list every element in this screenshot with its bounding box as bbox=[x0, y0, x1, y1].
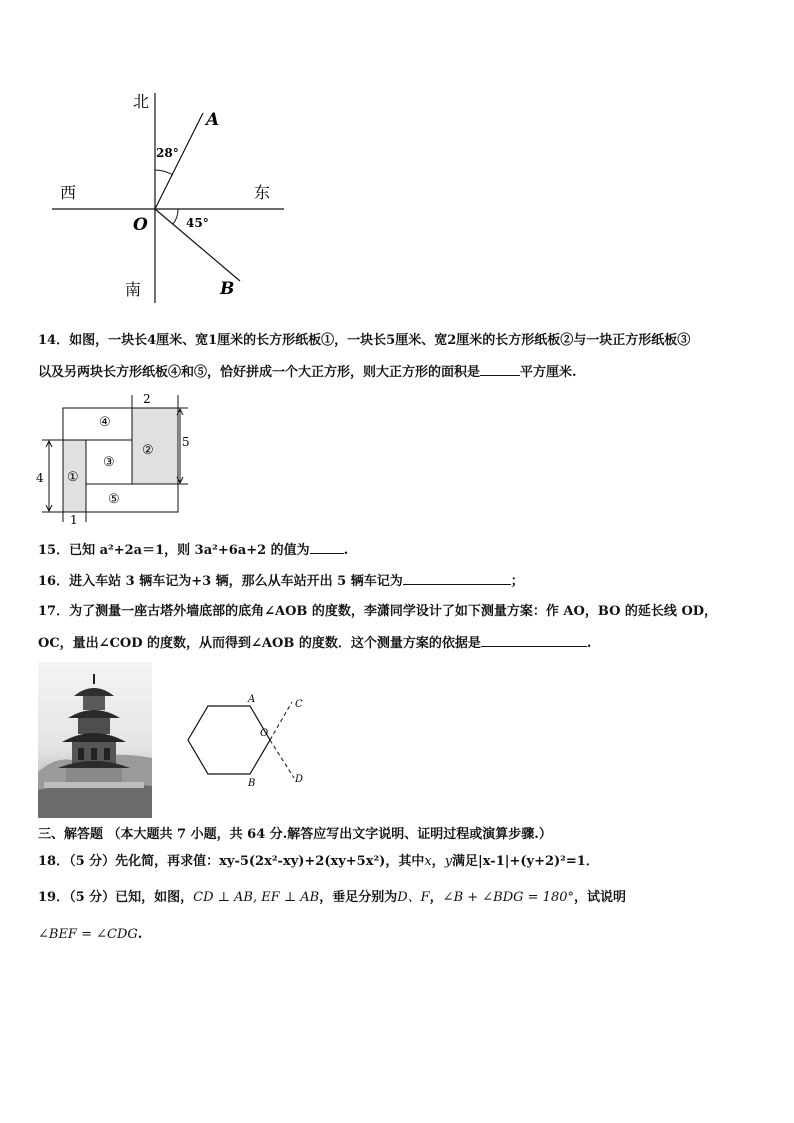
board-figure bbox=[30, 390, 200, 528]
q19-end: . bbox=[137, 927, 143, 942]
dim-bottom-label: 1 bbox=[70, 513, 78, 527]
label-board-2: ② bbox=[142, 443, 154, 458]
pagoda-photo bbox=[38, 662, 152, 818]
pagoda-illustration bbox=[38, 662, 152, 818]
q18-sep: ， bbox=[431, 854, 445, 869]
label-hex-c: C bbox=[295, 699, 303, 710]
q19-text: 19．（5 分）已知，如图， bbox=[38, 890, 194, 905]
q19-line1 bbox=[38, 889, 626, 907]
extension-od bbox=[270, 740, 294, 778]
dim-left-label: 4 bbox=[36, 471, 44, 485]
q15 bbox=[38, 541, 348, 560]
label-hex-o: O bbox=[260, 728, 269, 739]
q17-answer-blank[interactable] bbox=[481, 634, 587, 647]
label-west: 西 bbox=[60, 183, 77, 202]
q19-line2 bbox=[38, 926, 142, 944]
q19-text-mid2: ， bbox=[429, 890, 443, 905]
label-hex-a: A bbox=[248, 694, 256, 705]
board-2 bbox=[132, 408, 178, 484]
q14-line1: 14．如图，一块长4厘米、宽1厘米的长方形纸板①，一块长5厘米、宽2厘米的长方形纸板②与一块正方形纸板③ bbox=[38, 333, 691, 348]
q15-answer-blank[interactable] bbox=[310, 541, 344, 554]
q18-condition: 满足|x-1|+(y+2)²=1． bbox=[452, 854, 599, 869]
hexagon-figure bbox=[180, 688, 310, 788]
dim-top-label: 2 bbox=[143, 392, 151, 406]
label-board-3: ③ bbox=[103, 455, 115, 470]
q18 bbox=[38, 853, 599, 871]
label-east: 东 bbox=[254, 183, 271, 202]
q14-line2-unit: 平方厘米. bbox=[520, 365, 577, 380]
extension-oc bbox=[270, 702, 292, 740]
angle-arc-b bbox=[173, 209, 178, 224]
label-board-1: ① bbox=[67, 470, 79, 485]
q16-answer-blank[interactable] bbox=[403, 572, 511, 585]
label-point-b: B bbox=[220, 279, 235, 299]
q19-math-conclusion: ∠BEF = ∠CDG bbox=[38, 927, 138, 942]
label-south: 南 bbox=[125, 280, 142, 299]
label-hex-d: D bbox=[295, 774, 304, 785]
q18-var-x: x bbox=[424, 854, 432, 869]
q17-line2 bbox=[38, 634, 591, 653]
q18-text: 18．（5 分）先化简，再求值：xy-5(2x²-xy)+2(xy+5x²)，其中 bbox=[38, 854, 425, 869]
label-angle-b: 45° bbox=[186, 216, 209, 230]
q17-line1: 17．为了测量一座古塔外墙底部的底角∠AOB 的度数，李潇同学设计了如下测量方案：作 AO，BO 的延长线 OD， bbox=[38, 604, 718, 619]
q17-end: . bbox=[586, 636, 592, 651]
q14-line2-text: 以及另两块长方形纸板④和⑤，恰好拼成一个大正方形，则大正方形的面积是 bbox=[38, 365, 481, 380]
label-origin: O bbox=[133, 215, 148, 235]
ray-oa bbox=[155, 113, 203, 209]
q14-answer-blank[interactable] bbox=[480, 363, 520, 376]
q18-var-y: y bbox=[444, 854, 453, 869]
q19-text-end: ，试说明 bbox=[574, 890, 627, 905]
compass-figure bbox=[40, 85, 300, 310]
label-board-4: ④ bbox=[99, 415, 111, 430]
q16 bbox=[38, 572, 524, 591]
q16-end: ； bbox=[510, 574, 524, 589]
label-angle-a: 28° bbox=[156, 146, 179, 160]
label-north: 北 bbox=[133, 92, 150, 111]
q15-text: 15．已知 a²+2a＝1，则 3a²+6a+2 的值为 bbox=[38, 543, 310, 558]
label-point-a: A bbox=[206, 110, 220, 130]
label-board-5: ⑤ bbox=[108, 492, 120, 507]
q19-math-perpendiculars: CD ⊥ AB, EF ⊥ AB bbox=[193, 890, 320, 905]
q17-line2-text: OC，量出∠COD 的度数，从而得到∠AOB 的度数．这个测量方案的依据是 bbox=[38, 636, 481, 651]
dim-right-label: 5 bbox=[182, 435, 190, 449]
q19-math-feet: D、F bbox=[397, 890, 430, 905]
q15-end: . bbox=[343, 543, 349, 558]
q19-text-mid: ，垂足分别为 bbox=[319, 890, 398, 905]
hexagon-tower-base bbox=[188, 706, 270, 774]
q16-text: 16．进入车站 3 辆车记为+3 辆，那么从车站开出 5 辆车记为 bbox=[38, 574, 403, 589]
q14-line2 bbox=[38, 363, 577, 382]
section-3-heading: 三、解答题 （本大题共 7 小题，共 64 分.解答应写出文字说明、证明过程或演算步骤.） bbox=[38, 827, 552, 842]
label-hex-b: B bbox=[248, 778, 256, 788]
q19-math-angle-sum: ∠B + ∠BDG = 180° bbox=[442, 890, 574, 905]
angle-arc-a bbox=[155, 170, 173, 175]
